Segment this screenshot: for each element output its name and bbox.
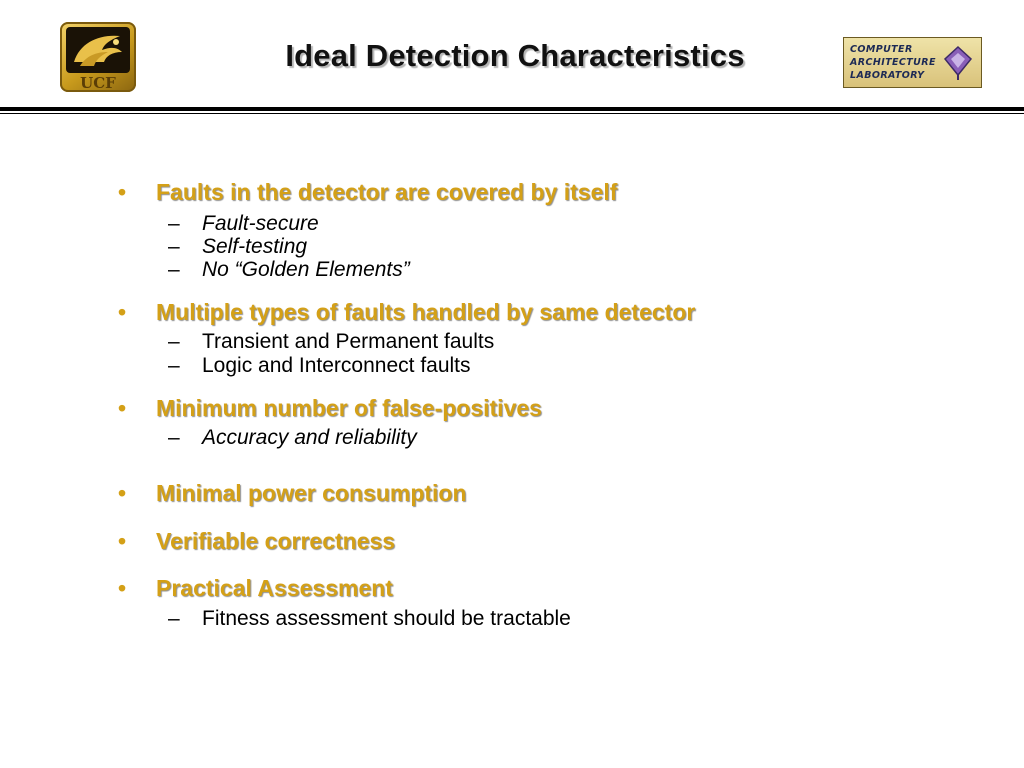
bullet-marker: • [118,299,127,325]
bullet-marker: • [118,179,127,205]
sub-item [168,607,571,631]
lab-logo-line: LABORATORY [850,70,925,81]
sub-item [168,354,471,378]
bullet-item [118,575,393,602]
bullet-text: Minimal power consumption [156,480,467,506]
sub-text: No “Golden Elements” [202,258,410,281]
sub-marker: – [168,607,180,630]
sub-marker: – [168,212,180,235]
bullet-text: Verifiable correctness [156,528,396,554]
sub-text: Self-testing [202,235,308,258]
sub-marker: – [168,235,180,258]
sub-text: Fitness assessment should be tractable [202,607,571,630]
bullet-item [118,528,395,555]
sub-text: Accuracy and reliability [202,426,417,449]
sub-text: Transient and Permanent faults [202,330,495,353]
bullet-text: Minimum number of false-positives [156,395,542,421]
bullet-marker: • [118,575,127,601]
ucf-letters: UCF [80,74,116,92]
sub-item [168,258,410,282]
sub-item [168,212,319,236]
bullet-item [118,480,467,507]
bullet-text: Multiple types of faults handled by same detector [156,299,696,325]
bullet-marker: • [118,395,127,421]
slide-title: Ideal Detection Characteristics [285,38,745,73]
sub-text: Logic and Interconnect faults [202,354,471,377]
bullet-item [118,299,695,326]
bullet-item [118,395,542,422]
sub-item [168,426,417,450]
sub-text: Fault-secure [202,212,319,235]
sub-marker: – [168,258,180,281]
lab-logo-line: COMPUTER [850,44,913,55]
lab-logo-line: ARCHITECTURE [850,57,936,68]
bullet-marker: • [118,480,127,506]
sub-marker: – [168,330,180,353]
bullet-text: Faults in the detector are covered by itself [156,179,618,205]
bullet-item [118,179,617,206]
sub-marker: – [168,426,180,449]
bullet-text: Practical Assessment [156,575,393,601]
sub-marker: – [168,354,180,377]
sub-item [168,235,307,259]
bullet-marker: • [118,528,127,554]
sub-item [168,330,494,354]
